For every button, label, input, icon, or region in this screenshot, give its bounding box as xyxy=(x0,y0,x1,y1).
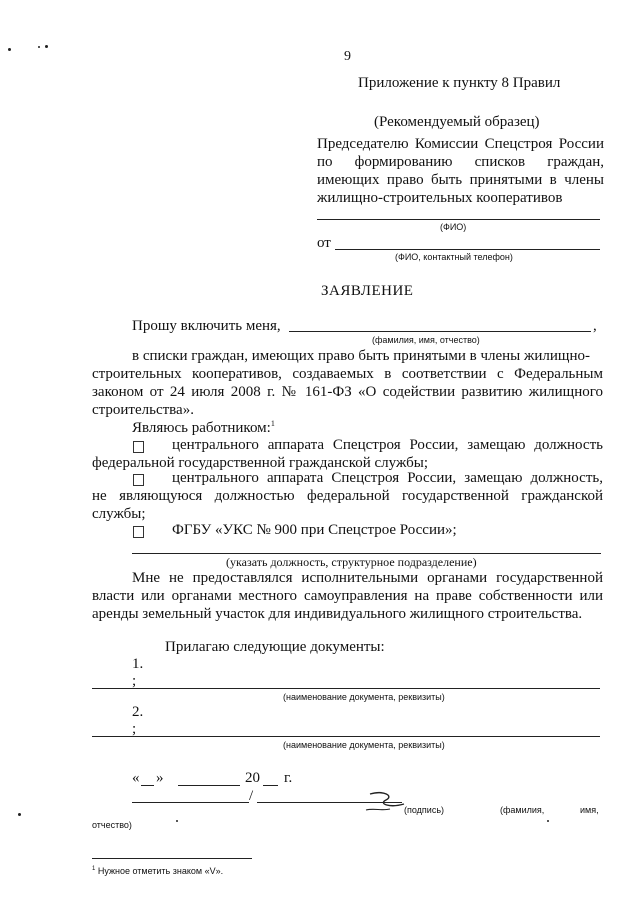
addressee-fio-line[interactable] xyxy=(317,219,600,220)
employee-label xyxy=(132,419,275,437)
full-name-line[interactable] xyxy=(289,331,591,332)
attachment-2-semicolon: ; xyxy=(132,721,137,737)
attachment-2-number: 2. xyxy=(132,704,144,720)
scan-speck xyxy=(547,820,549,822)
option-2-checkbox[interactable] xyxy=(133,474,144,486)
attachment-1-semicolon: ; xyxy=(132,673,137,689)
applicant-fio-caption: (ФИО, контактный телефон) xyxy=(395,252,513,262)
signature-line[interactable] xyxy=(132,802,249,803)
signature-slash: / xyxy=(249,788,254,804)
option-3-label: ФГБУ «УКС № 900 при Спецстрое России»; xyxy=(172,522,457,538)
footnote-separator xyxy=(92,858,252,859)
option-1-line-1: центрального аппарата Спецстроя России, замещаю должность xyxy=(172,437,603,453)
paragraph-1-line-4: строительства». xyxy=(92,402,194,418)
paragraph-2-line-1: Мне не предоставлялся исполнительными органами государственной xyxy=(132,570,603,586)
scan-speck xyxy=(8,48,11,51)
attachment-1-line[interactable] xyxy=(92,688,600,689)
option-2-line-2: не являющуюся должностью федеральной государственной гражданской xyxy=(92,488,603,504)
paragraph-2-line-2: власти или органами местного самоуправления на праве собственности или xyxy=(92,588,603,604)
date-close-quote: » xyxy=(156,770,164,786)
paragraph-2-line-3: аренды земельный участок для индивидуального жилищного строительства. xyxy=(92,606,583,622)
option-2-line-1: центрального аппарата Спецстроя России, замещаю должность, xyxy=(172,470,603,486)
sample-note: (Рекомендуемый образец) xyxy=(374,114,540,130)
scan-speck xyxy=(18,813,21,816)
addressee-line-2: по формированию списков граждан, xyxy=(317,154,604,170)
option-1-checkbox[interactable] xyxy=(133,441,144,453)
patronymic-caption: отчество) xyxy=(92,820,132,830)
attachment-2-line[interactable] xyxy=(92,736,600,737)
position-line[interactable] xyxy=(132,553,601,554)
addressee-fio-caption: (ФИО) xyxy=(440,222,467,232)
option-2-line-3: службы; xyxy=(92,506,146,522)
document-title: ЗАЯВЛЕНИЕ xyxy=(321,283,414,299)
date-year-prefix: 20 xyxy=(245,770,260,786)
date-year-line[interactable] xyxy=(263,785,278,786)
addressee-line-3: имеющих право быть принятыми в члены xyxy=(317,172,604,188)
name-caption: имя, xyxy=(580,805,599,815)
addressee-line-1: Председателю Комиссии Спецстроя России xyxy=(317,136,604,152)
scan-speck xyxy=(176,820,178,822)
paragraph-1-line-1: в списки граждан, имеющих право быть принятыми в члены жилищно- xyxy=(132,348,590,364)
request-comma: , xyxy=(593,318,597,334)
paragraph-1-line-3: законом от 24 июля 2008 г. № 161-ФЗ «О содействии развитию жилищного xyxy=(92,384,603,400)
scan-speck xyxy=(45,45,48,48)
page-number: 9 xyxy=(344,49,351,64)
paragraph-1-line-2: строительных кооперативов, создаваемых в соответствии с Федеральным xyxy=(92,366,603,382)
attachment-1-caption: (наименование документа, реквизиты) xyxy=(283,692,445,702)
attachment-2-caption: (наименование документа, реквизиты) xyxy=(283,740,445,750)
option-1-line-2: федеральной государственной гражданской службы; xyxy=(92,455,428,471)
footnote xyxy=(92,866,223,876)
date-year-suffix: г. xyxy=(284,770,293,786)
date-day-line[interactable] xyxy=(141,785,154,786)
request-lead: Прошу включить меня, xyxy=(132,318,281,334)
footnote-reference: 1 xyxy=(270,419,275,428)
attachment-1-number: 1. xyxy=(132,656,144,672)
position-caption: (указать должность, структурное подразделение) xyxy=(226,555,477,569)
from-label: от xyxy=(317,235,331,251)
footnote-mark: 1 xyxy=(92,866,96,872)
appendix-reference: Приложение к пункту 8 Правил xyxy=(358,75,561,91)
applicant-fio-line[interactable] xyxy=(335,249,600,250)
handwritten-mark xyxy=(360,788,408,814)
signature-caption: (подпись) xyxy=(404,805,445,815)
date-month-line[interactable] xyxy=(178,785,240,786)
attachments-heading: Прилагаю следующие документы: xyxy=(165,639,385,655)
surname-caption: (фамилия, xyxy=(500,805,545,815)
footnote-text: Нужное отметить знаком «V». xyxy=(97,866,224,876)
employee-label-text: Являюсь работником: xyxy=(132,420,271,436)
scan-speck xyxy=(38,46,40,48)
date-open-quote: « xyxy=(132,770,140,786)
addressee-line-4: жилищно-строительных кооперативов xyxy=(317,190,563,206)
option-3-checkbox[interactable] xyxy=(133,526,144,538)
full-name-caption: (фамилия, имя, отчество) xyxy=(372,335,480,345)
